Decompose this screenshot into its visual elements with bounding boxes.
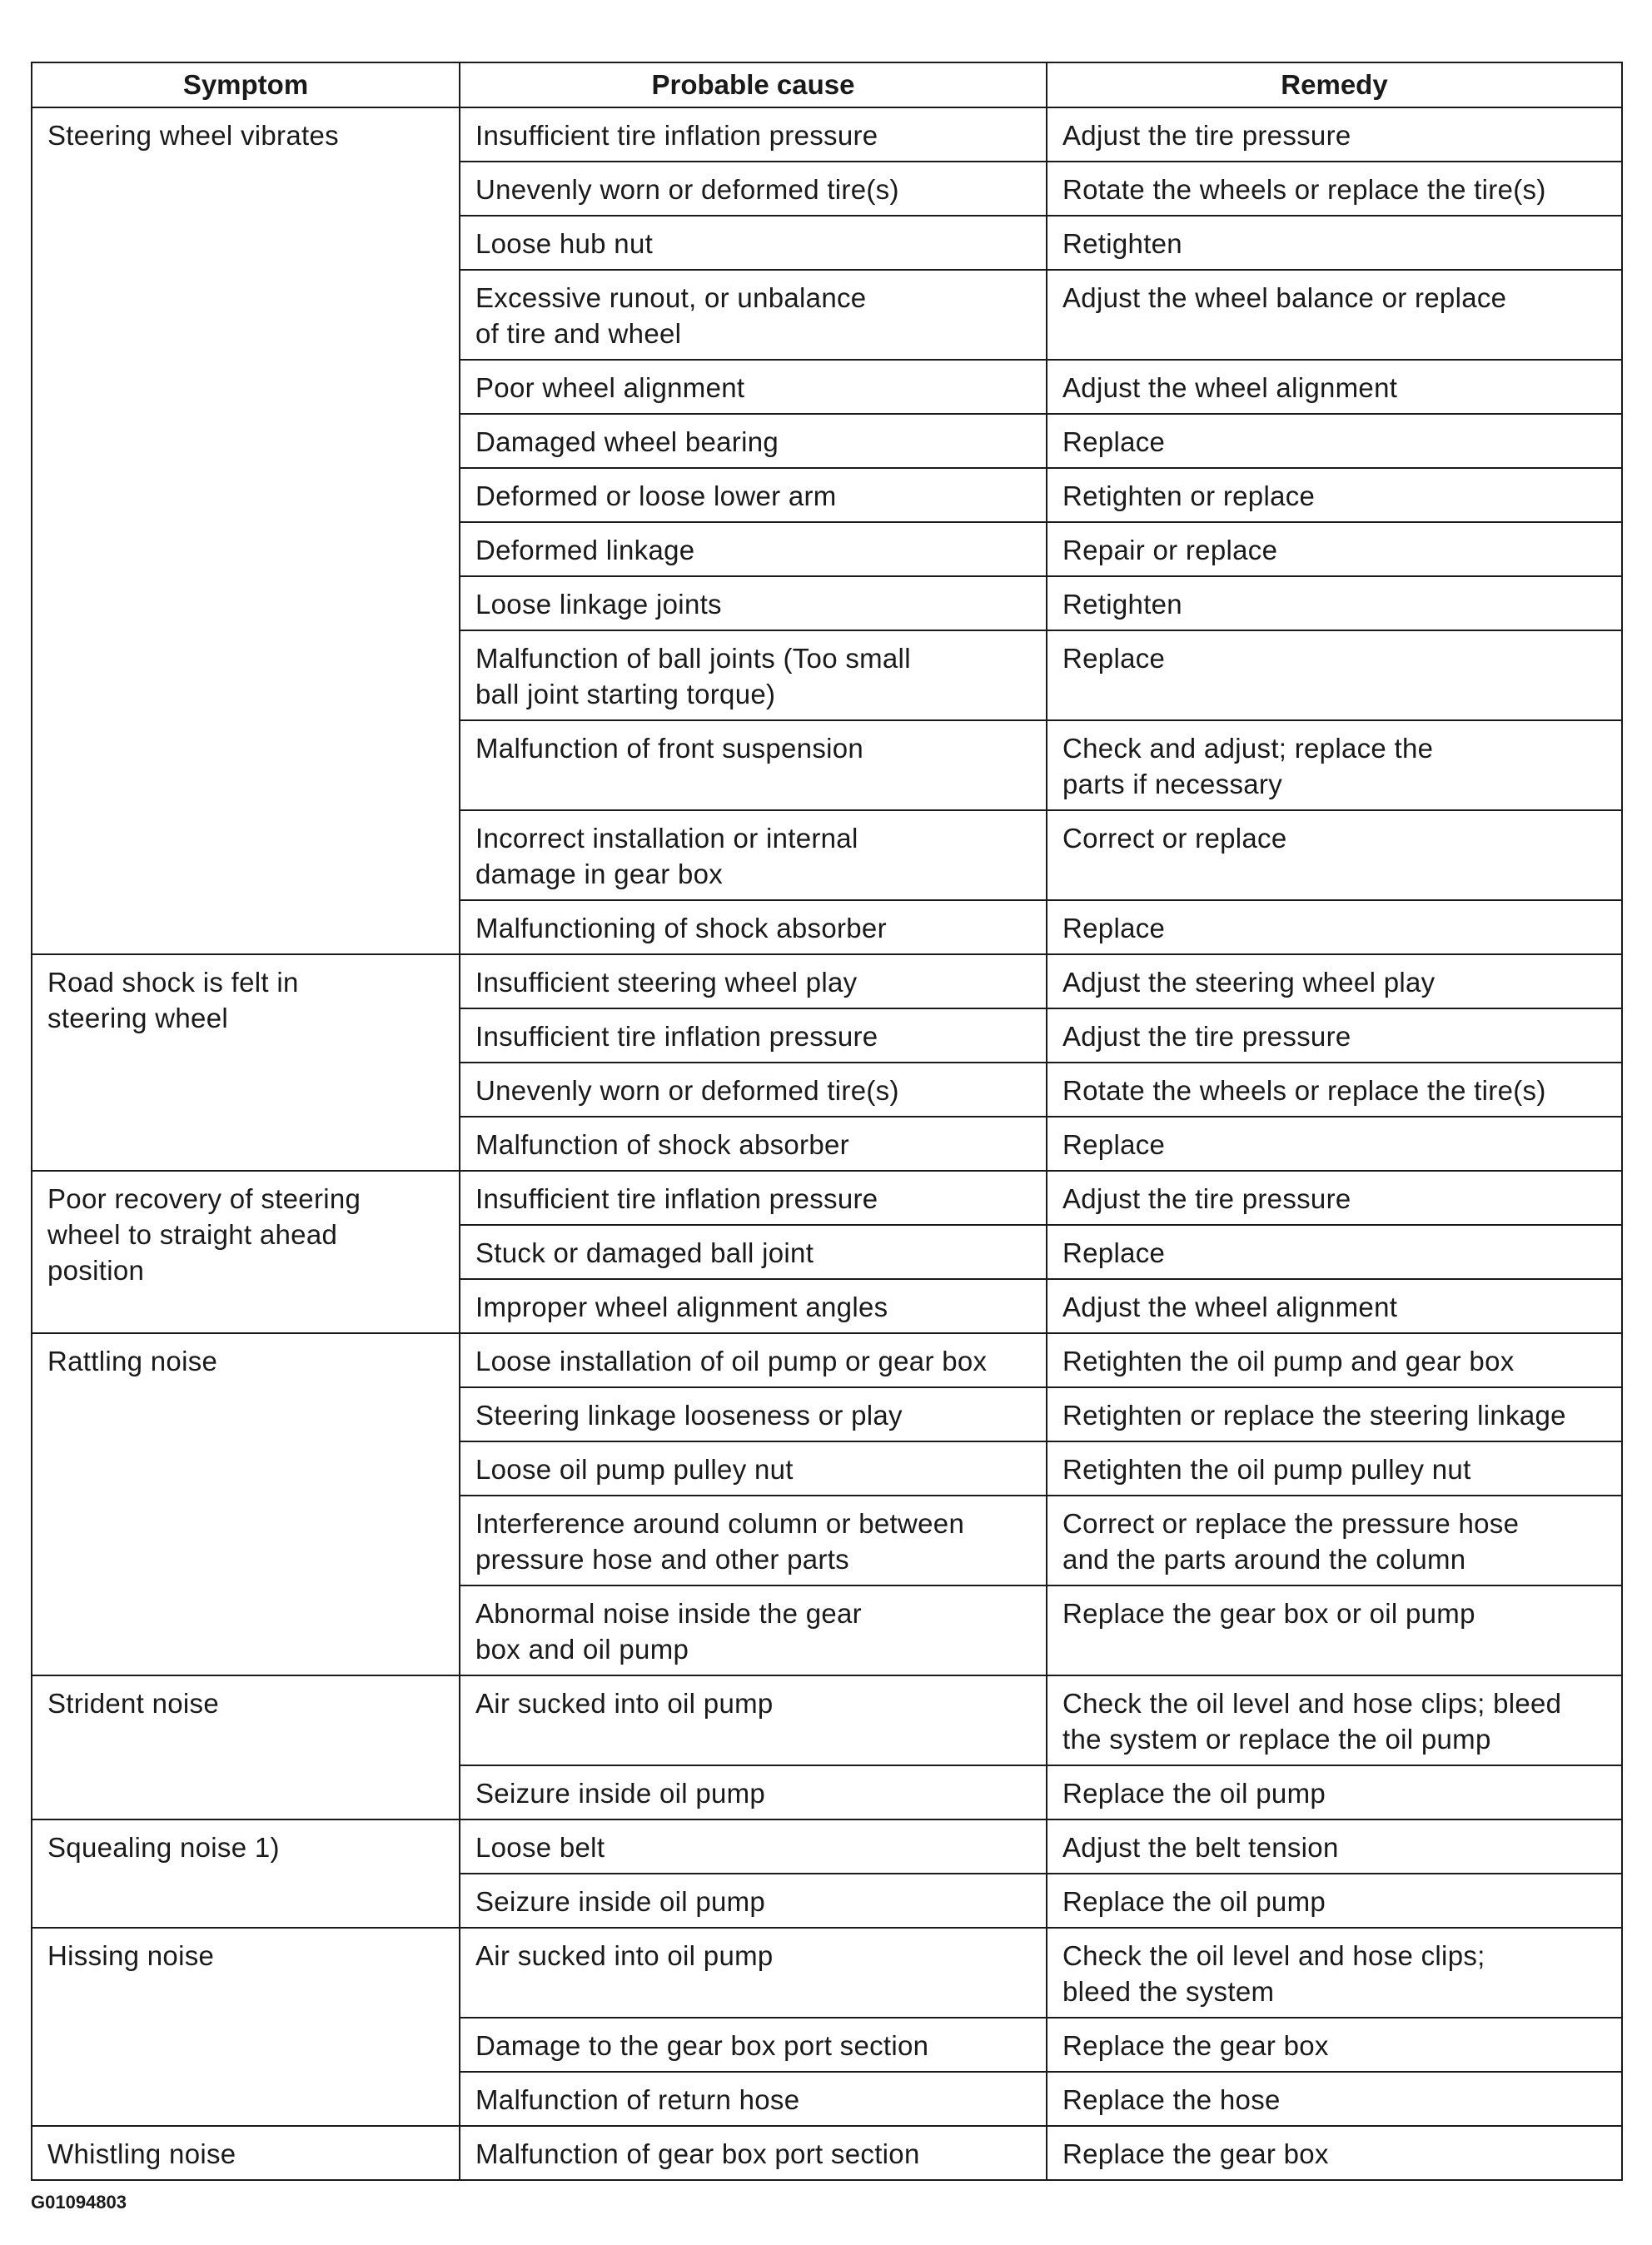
remedy-cell: Retighten or replace the steering linkage bbox=[1047, 1387, 1622, 1441]
remedy-cell: Replace bbox=[1047, 1225, 1622, 1279]
cause-cell: Deformed or loose lower arm bbox=[460, 468, 1047, 522]
cause-cell: Loose oil pump pulley nut bbox=[460, 1441, 1047, 1496]
cause-cell: Steering linkage looseness or play bbox=[460, 1387, 1047, 1441]
cause-cell: Insufficient tire inflation pressure bbox=[460, 107, 1047, 162]
cause-cell: Insufficient steering wheel play bbox=[460, 954, 1047, 1008]
symptom-cell: Steering wheel vibrates bbox=[32, 107, 460, 954]
remedy-cell: Retighten bbox=[1047, 576, 1622, 630]
remedy-cell: Adjust the belt tension bbox=[1047, 1819, 1622, 1874]
remedy-cell: Replace the gear box or oil pump bbox=[1047, 1585, 1622, 1675]
remedy-cell: Replace the gear box bbox=[1047, 2126, 1622, 2180]
symptom-cell: Poor recovery of steering wheel to straight ahead position bbox=[32, 1171, 460, 1333]
remedy-cell: Adjust the wheel alignment bbox=[1047, 1279, 1622, 1333]
remedy-cell: Replace bbox=[1047, 630, 1622, 720]
cause-cell: Deformed linkage bbox=[460, 522, 1047, 576]
table-body bbox=[32, 107, 1622, 2180]
remedy-cell: Retighten the oil pump and gear box bbox=[1047, 1333, 1622, 1387]
figure-code: G01094803 bbox=[31, 2192, 127, 2213]
table-row bbox=[32, 1928, 1622, 2018]
cause-cell: Damaged wheel bearing bbox=[460, 414, 1047, 468]
symptom-cell: Rattling noise bbox=[32, 1333, 460, 1675]
cause-cell: Improper wheel alignment angles bbox=[460, 1279, 1047, 1333]
remedy-cell: Adjust the wheel balance or replace bbox=[1047, 270, 1622, 360]
remedy-cell: Rotate the wheels or replace the tire(s) bbox=[1047, 162, 1622, 216]
remedy-cell: Adjust the tire pressure bbox=[1047, 107, 1622, 162]
symptom-cell: Strident noise bbox=[32, 1675, 460, 1819]
header-row bbox=[32, 62, 1622, 107]
cause-cell: Loose belt bbox=[460, 1819, 1047, 1874]
cause-cell: Unevenly worn or deformed tire(s) bbox=[460, 162, 1047, 216]
remedy-cell: Retighten the oil pump pulley nut bbox=[1047, 1441, 1622, 1496]
remedy-cell: Check the oil level and hose clips; bleed the system bbox=[1047, 1928, 1622, 2018]
cause-cell: Stuck or damaged ball joint bbox=[460, 1225, 1047, 1279]
table-row bbox=[32, 2126, 1622, 2180]
remedy-cell: Retighten bbox=[1047, 216, 1622, 270]
remedy-cell: Check the oil level and hose clips; bleed the system or replace the oil pump bbox=[1047, 1675, 1622, 1765]
cause-cell: Interference around column or between pressure hose and other parts bbox=[460, 1496, 1047, 1585]
table-row bbox=[32, 954, 1622, 1008]
remedy-cell: Replace the hose bbox=[1047, 2072, 1622, 2126]
remedy-cell: Repair or replace bbox=[1047, 522, 1622, 576]
cause-cell: Unevenly worn or deformed tire(s) bbox=[460, 1063, 1047, 1117]
cause-cell: Insufficient tire inflation pressure bbox=[460, 1171, 1047, 1225]
remedy-cell: Adjust the tire pressure bbox=[1047, 1008, 1622, 1063]
cause-cell: Loose installation of oil pump or gear box bbox=[460, 1333, 1047, 1387]
remedy-cell: Replace bbox=[1047, 414, 1622, 468]
header-symptom: Symptom bbox=[32, 62, 460, 107]
cause-cell: Loose hub nut bbox=[460, 216, 1047, 270]
remedy-cell: Replace bbox=[1047, 1117, 1622, 1171]
remedy-cell: Adjust the wheel alignment bbox=[1047, 360, 1622, 414]
cause-cell: Air sucked into oil pump bbox=[460, 1928, 1047, 2018]
header-probable-cause: Probable cause bbox=[460, 62, 1047, 107]
table-row bbox=[32, 1333, 1622, 1387]
cause-cell: Seizure inside oil pump bbox=[460, 1765, 1047, 1819]
troubleshooting-table-container bbox=[31, 62, 1621, 2181]
cause-cell: Excessive runout, or unbalance of tire and wheel bbox=[460, 270, 1047, 360]
remedy-cell: Replace the gear box bbox=[1047, 2018, 1622, 2072]
remedy-cell: Adjust the steering wheel play bbox=[1047, 954, 1622, 1008]
remedy-cell: Replace the oil pump bbox=[1047, 1874, 1622, 1928]
cause-cell: Air sucked into oil pump bbox=[460, 1675, 1047, 1765]
remedy-cell: Replace bbox=[1047, 900, 1622, 954]
troubleshooting-table bbox=[31, 62, 1623, 2181]
table-row bbox=[32, 107, 1622, 162]
remedy-cell: Rotate the wheels or replace the tire(s) bbox=[1047, 1063, 1622, 1117]
cause-cell: Damage to the gear box port section bbox=[460, 2018, 1047, 2072]
cause-cell: Malfunction of ball joints (Too small ball joint starting torque) bbox=[460, 630, 1047, 720]
remedy-cell: Adjust the tire pressure bbox=[1047, 1171, 1622, 1225]
cause-cell: Malfunction of front suspension bbox=[460, 720, 1047, 810]
cause-cell: Malfunctioning of shock absorber bbox=[460, 900, 1047, 954]
remedy-cell: Correct or replace bbox=[1047, 810, 1622, 900]
cause-cell: Poor wheel alignment bbox=[460, 360, 1047, 414]
table-row bbox=[32, 1171, 1622, 1225]
remedy-cell: Retighten or replace bbox=[1047, 468, 1622, 522]
table-row bbox=[32, 1675, 1622, 1765]
remedy-cell: Correct or replace the pressure hose and the parts around the column bbox=[1047, 1496, 1622, 1585]
symptom-cell: Road shock is felt in steering wheel bbox=[32, 954, 460, 1171]
remedy-cell: Check and adjust; replace the parts if necessary bbox=[1047, 720, 1622, 810]
cause-cell: Loose linkage joints bbox=[460, 576, 1047, 630]
cause-cell: Malfunction of gear box port section bbox=[460, 2126, 1047, 2180]
remedy-cell: Replace the oil pump bbox=[1047, 1765, 1622, 1819]
cause-cell: Incorrect installation or internal damage in gear box bbox=[460, 810, 1047, 900]
cause-cell: Malfunction of return hose bbox=[460, 2072, 1047, 2126]
cause-cell: Seizure inside oil pump bbox=[460, 1874, 1047, 1928]
header-remedy: Remedy bbox=[1047, 62, 1622, 107]
symptom-cell: Squealing noise 1) bbox=[32, 1819, 460, 1928]
cause-cell: Insufficient tire inflation pressure bbox=[460, 1008, 1047, 1063]
symptom-cell: Whistling noise bbox=[32, 2126, 460, 2180]
symptom-cell: Hissing noise bbox=[32, 1928, 460, 2126]
cause-cell: Abnormal noise inside the gear box and oil pump bbox=[460, 1585, 1047, 1675]
cause-cell: Malfunction of shock absorber bbox=[460, 1117, 1047, 1171]
table-row bbox=[32, 1819, 1622, 1874]
